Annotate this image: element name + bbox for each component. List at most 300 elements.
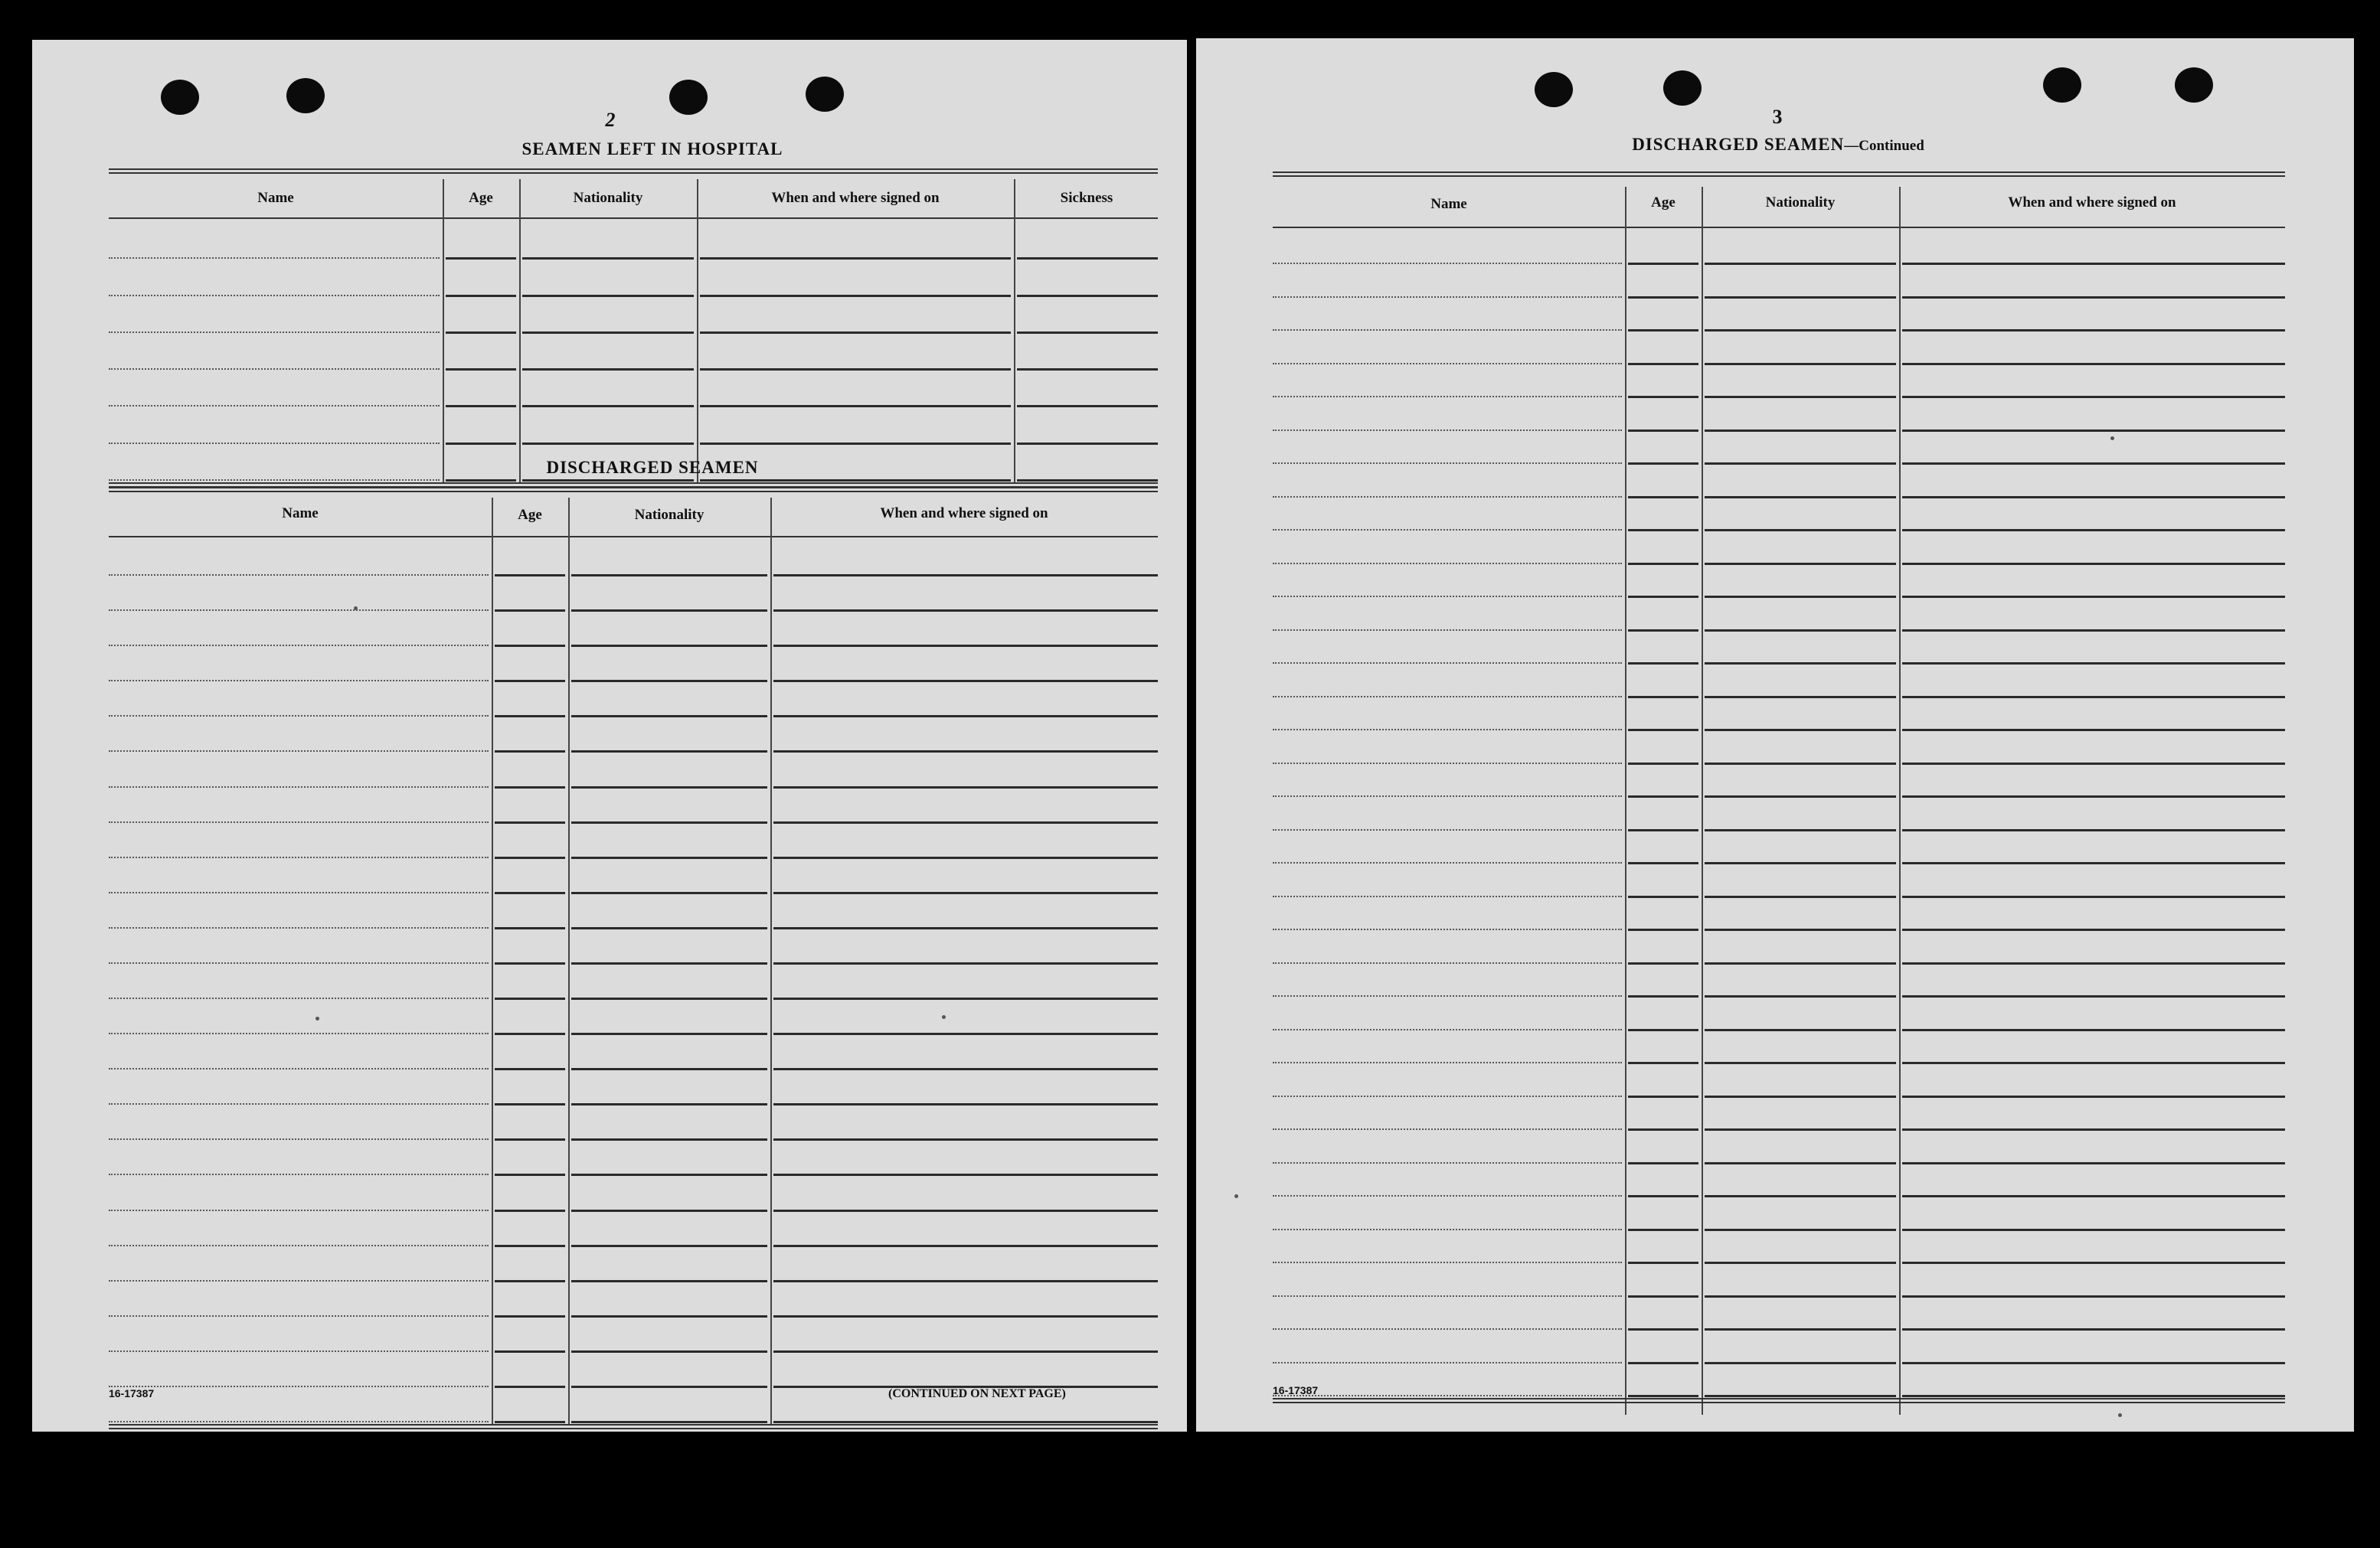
row-rule <box>1902 896 2285 898</box>
row-rule <box>1273 962 1622 964</box>
column-divider <box>770 498 772 1426</box>
row-rule <box>1705 263 1896 265</box>
row-rule <box>1705 1029 1896 1031</box>
row-rule <box>571 1421 767 1423</box>
row-rule <box>109 927 489 929</box>
row-rule <box>495 927 565 929</box>
row-rule <box>1628 462 1698 465</box>
row-rule <box>109 331 440 333</box>
row-rule <box>1705 763 1896 765</box>
row-rule <box>571 998 767 1000</box>
row-rule <box>1628 629 1698 632</box>
row-rule <box>495 1068 565 1070</box>
row-rule <box>495 715 565 717</box>
row-rule <box>700 331 1011 334</box>
row-rule <box>495 1315 565 1318</box>
row-rule <box>1273 995 1622 997</box>
row-rule <box>571 609 767 612</box>
row-rule <box>700 257 1011 260</box>
row-rule <box>109 857 489 858</box>
row-rule <box>1705 962 1896 965</box>
row-rule <box>1705 862 1896 864</box>
row-rule <box>700 479 1011 482</box>
row-rule <box>109 645 489 646</box>
column-header-name: Name <box>282 505 319 521</box>
row-rule <box>495 1386 565 1388</box>
row-rule <box>571 1280 767 1282</box>
row-rule <box>495 892 565 894</box>
row-rule <box>571 1386 767 1388</box>
row-rule <box>1273 763 1622 764</box>
row-rule <box>109 1350 489 1352</box>
row-rule <box>1273 862 1622 864</box>
row-rule <box>571 786 767 789</box>
row-rule <box>495 574 565 576</box>
row-rule <box>1273 1328 1622 1330</box>
punch-hole <box>161 80 199 115</box>
row-rule <box>1902 962 2285 965</box>
row-rule <box>1902 529 2285 531</box>
column-header-name: Name <box>1430 196 1467 212</box>
continued-section-title <box>1426 135 2130 155</box>
row-rule <box>1705 662 1896 665</box>
row-rule <box>109 1315 489 1317</box>
row-rule <box>1902 429 2285 432</box>
row-rule <box>109 405 440 407</box>
row-rule <box>1705 1229 1896 1231</box>
row-rule <box>1705 829 1896 831</box>
row-rule <box>1705 529 1896 531</box>
row-rule <box>1628 263 1698 265</box>
row-rule <box>495 750 565 753</box>
row-rule <box>1273 296 1622 298</box>
row-rule <box>773 750 1158 753</box>
row-rule <box>109 1421 489 1422</box>
row-rule <box>1902 1062 2285 1064</box>
row-rule <box>571 1210 767 1212</box>
row-rule <box>1273 1362 1622 1363</box>
table-bottom-rule <box>1273 1398 2285 1403</box>
row-rule <box>1273 396 1622 397</box>
row-rule <box>1705 296 1896 299</box>
row-rule <box>571 715 767 717</box>
row-rule <box>1902 829 2285 831</box>
punch-hole <box>286 78 325 113</box>
row-rule <box>773 1033 1158 1035</box>
row-rule <box>571 857 767 859</box>
row-rule <box>109 1210 489 1211</box>
row-rule <box>1902 1328 2285 1331</box>
row-rule <box>109 1033 489 1034</box>
row-rule <box>1705 329 1896 331</box>
row-rule <box>109 1103 489 1105</box>
column-divider <box>1625 187 1626 1415</box>
row-rule <box>1902 1195 2285 1197</box>
row-rule <box>522 331 694 334</box>
row-rule <box>571 1315 767 1318</box>
row-rule <box>1705 729 1896 731</box>
row-rule <box>571 1350 767 1353</box>
column-header-nationality: Nationality <box>573 190 643 206</box>
row-rule <box>1628 696 1698 698</box>
row-rule <box>109 574 489 576</box>
row-rule <box>1273 1262 1622 1263</box>
row-rule <box>1902 496 2285 498</box>
row-rule <box>446 368 516 371</box>
title-rule <box>109 168 1158 174</box>
row-rule <box>1628 1395 1698 1397</box>
row-rule <box>1628 862 1698 864</box>
row-rule <box>1628 1128 1698 1131</box>
row-rule <box>495 1421 565 1423</box>
column-header-signed-on: When and where signed on <box>771 190 940 206</box>
row-rule <box>773 1138 1158 1141</box>
row-rule <box>571 892 767 894</box>
row-rule <box>109 1068 489 1070</box>
column-divider <box>519 179 521 484</box>
row-rule <box>495 1103 565 1105</box>
row-rule <box>1902 662 2285 665</box>
paper-speck <box>1234 1194 1238 1198</box>
row-rule <box>495 1138 565 1141</box>
row-rule <box>1628 795 1698 798</box>
row-rule <box>495 1174 565 1176</box>
hospital-section-title: SEAMEN LEFT IN HOSPITAL <box>521 139 783 158</box>
title-main: DISCHARGED SEAMEN <box>1632 135 1845 154</box>
column-header-age: Age <box>469 190 493 206</box>
row-rule <box>109 1245 489 1246</box>
row-rule <box>571 1033 767 1035</box>
row-rule <box>1273 829 1622 831</box>
row-rule <box>109 257 440 259</box>
column-header-age: Age <box>518 507 542 523</box>
row-rule <box>1628 1029 1698 1031</box>
row-rule <box>1902 729 2285 731</box>
column-divider <box>697 179 698 484</box>
row-rule <box>1628 1062 1698 1064</box>
row-rule <box>1902 596 2285 598</box>
row-rule <box>1902 1362 2285 1364</box>
row-rule <box>773 1174 1158 1176</box>
page-number: 3 <box>1772 106 1783 128</box>
row-rule <box>109 368 440 370</box>
row-rule <box>773 927 1158 929</box>
row-rule <box>773 1350 1158 1353</box>
row-rule <box>1902 329 2285 331</box>
right-form-page <box>1196 38 2354 1432</box>
row-rule <box>1273 462 1622 464</box>
row-rule <box>773 786 1158 789</box>
row-rule <box>1902 263 2285 265</box>
row-rule <box>495 821 565 824</box>
row-rule <box>773 962 1158 965</box>
row-rule <box>1902 995 2285 998</box>
row-rule <box>1628 1195 1698 1197</box>
row-rule <box>1705 1062 1896 1064</box>
row-rule <box>1017 479 1158 482</box>
row-rule <box>1705 795 1896 798</box>
row-rule <box>109 750 489 752</box>
row-rule <box>1902 1395 2285 1397</box>
row-rule <box>522 405 694 407</box>
row-rule <box>700 405 1011 407</box>
row-rule <box>522 479 694 482</box>
column-header-nationality: Nationality <box>1765 194 1836 211</box>
paper-speck <box>942 1015 946 1019</box>
row-rule <box>773 1103 1158 1105</box>
row-rule <box>1628 929 1698 931</box>
row-rule <box>1628 962 1698 965</box>
punch-hole <box>2175 67 2213 103</box>
row-rule <box>571 821 767 824</box>
row-rule <box>1273 729 1622 730</box>
paper-speck <box>354 606 358 610</box>
row-rule <box>495 998 565 1000</box>
row-rule <box>700 295 1011 297</box>
column-header-age: Age <box>1651 194 1675 211</box>
row-rule <box>1273 795 1622 797</box>
row-rule <box>1273 496 1622 498</box>
column-divider <box>1899 187 1901 1415</box>
left-form-page <box>32 40 1187 1432</box>
row-rule <box>1705 462 1896 465</box>
row-rule <box>1902 296 2285 299</box>
row-rule <box>109 1280 489 1282</box>
row-rule <box>522 443 694 445</box>
row-rule <box>571 1103 767 1105</box>
row-rule <box>1902 1295 2285 1298</box>
row-rule <box>1628 529 1698 531</box>
row-rule <box>1628 396 1698 398</box>
row-rule <box>1628 1229 1698 1231</box>
row-rule <box>1902 1162 2285 1164</box>
row-rule <box>522 368 694 371</box>
row-rule <box>1705 629 1896 632</box>
row-rule <box>1902 795 2285 798</box>
column-header-signed-on: When and where signed on <box>2008 194 2176 211</box>
row-rule <box>1705 896 1896 898</box>
row-rule <box>1628 662 1698 665</box>
row-rule <box>700 443 1011 445</box>
row-rule <box>1705 1362 1896 1364</box>
row-rule <box>109 609 489 611</box>
row-rule <box>446 295 516 297</box>
row-rule <box>1902 363 2285 365</box>
row-rule <box>1273 1128 1622 1130</box>
row-rule <box>1273 662 1622 664</box>
row-rule <box>1273 1062 1622 1063</box>
paper-speck <box>2118 1413 2122 1417</box>
row-rule <box>1902 1229 2285 1231</box>
row-rule <box>1705 596 1896 598</box>
column-header-nationality: Nationality <box>634 507 705 523</box>
title-rule <box>1273 171 2285 177</box>
row-rule <box>1902 929 2285 931</box>
row-rule <box>571 927 767 929</box>
discharged-section-title: DISCHARGED SEAMEN <box>546 458 759 477</box>
column-header-sickness: Sickness <box>1060 190 1113 206</box>
row-rule <box>1628 1362 1698 1364</box>
row-rule <box>109 715 489 717</box>
paper-speck <box>2110 436 2114 440</box>
punch-hole <box>1535 72 1573 107</box>
column-header-signed-on: When and where signed on <box>880 505 1048 521</box>
row-rule <box>109 295 440 296</box>
row-rule <box>773 1245 1158 1247</box>
row-rule <box>1628 896 1698 898</box>
row-rule <box>773 1210 1158 1212</box>
row-rule <box>1273 1395 1622 1396</box>
row-rule <box>1705 929 1896 931</box>
row-rule <box>495 1245 565 1247</box>
row-rule <box>109 786 489 788</box>
row-rule <box>109 1138 489 1140</box>
row-rule <box>571 1245 767 1247</box>
row-rule <box>1273 1162 1622 1164</box>
row-rule <box>522 257 694 260</box>
row-rule <box>1017 331 1158 334</box>
form-number: 16-17387 <box>1273 1384 1319 1396</box>
title-suffix: —Continued <box>1844 138 1924 154</box>
row-rule <box>1273 596 1622 597</box>
column-divider <box>492 498 493 1426</box>
row-rule <box>495 857 565 859</box>
row-rule <box>1705 995 1896 998</box>
row-rule <box>773 1421 1158 1423</box>
row-rule <box>1902 462 2285 465</box>
row-rule <box>773 1315 1158 1318</box>
paper-speck <box>315 1017 319 1021</box>
row-rule <box>109 1174 489 1175</box>
row-rule <box>773 892 1158 894</box>
header-rule <box>1273 227 2285 228</box>
table-bottom-rule <box>109 1424 1158 1429</box>
row-rule <box>1902 1262 2285 1264</box>
row-rule <box>446 443 516 445</box>
row-rule <box>1273 429 1622 431</box>
row-rule <box>1705 1096 1896 1098</box>
row-rule <box>1628 363 1698 365</box>
row-rule <box>773 857 1158 859</box>
punch-hole <box>1663 70 1702 106</box>
column-divider <box>568 498 570 1426</box>
row-rule <box>1705 696 1896 698</box>
row-rule <box>1705 1262 1896 1264</box>
row-rule <box>1705 1395 1896 1397</box>
row-rule <box>109 479 440 481</box>
row-rule <box>1628 563 1698 565</box>
punch-hole <box>806 77 844 112</box>
punch-hole <box>669 80 708 115</box>
row-rule <box>446 405 516 407</box>
column-header-name: Name <box>257 190 294 206</box>
row-rule <box>571 680 767 682</box>
row-rule <box>1273 1295 1622 1297</box>
row-rule <box>1628 729 1698 731</box>
row-rule <box>495 1033 565 1035</box>
title-rule <box>109 487 1158 492</box>
row-rule <box>1628 829 1698 831</box>
row-rule <box>109 443 440 444</box>
row-rule <box>1902 629 2285 632</box>
row-rule <box>1628 1328 1698 1331</box>
row-rule <box>1273 329 1622 331</box>
row-rule <box>1705 396 1896 398</box>
row-rule <box>1628 296 1698 299</box>
row-rule <box>1902 396 2285 398</box>
row-rule <box>773 1280 1158 1282</box>
row-rule <box>1902 1096 2285 1098</box>
row-rule <box>109 680 489 681</box>
row-rule <box>109 892 489 893</box>
row-rule <box>1273 529 1622 531</box>
row-rule <box>1902 563 2285 565</box>
row-rule <box>773 715 1158 717</box>
row-rule <box>1628 1162 1698 1164</box>
row-rule <box>1017 257 1158 260</box>
row-rule <box>495 1210 565 1212</box>
row-rule <box>446 479 516 482</box>
row-rule <box>571 574 767 576</box>
row-rule <box>1628 596 1698 598</box>
row-rule <box>495 1280 565 1282</box>
row-rule <box>495 786 565 789</box>
row-rule <box>1628 1096 1698 1098</box>
row-rule <box>773 998 1158 1000</box>
row-rule <box>109 962 489 964</box>
row-rule <box>773 574 1158 576</box>
row-rule <box>1017 443 1158 445</box>
row-rule <box>773 609 1158 612</box>
row-rule <box>1628 329 1698 331</box>
row-rule <box>700 368 1011 371</box>
row-rule <box>1705 563 1896 565</box>
row-rule <box>1705 1328 1896 1331</box>
row-rule <box>773 821 1158 824</box>
row-rule <box>1902 1128 2285 1131</box>
row-rule <box>1273 929 1622 930</box>
row-rule <box>571 750 767 753</box>
row-rule <box>1273 696 1622 697</box>
page-number: 2 <box>605 109 616 131</box>
row-rule <box>1273 363 1622 364</box>
row-rule <box>1902 696 2285 698</box>
row-rule <box>495 680 565 682</box>
row-rule <box>1705 1195 1896 1197</box>
column-divider <box>1014 179 1015 484</box>
row-rule <box>1017 368 1158 371</box>
row-rule <box>1273 1229 1622 1230</box>
row-rule <box>1273 1096 1622 1097</box>
row-rule <box>1902 763 2285 765</box>
row-rule <box>571 1138 767 1141</box>
row-rule <box>773 1068 1158 1070</box>
row-rule <box>446 257 516 260</box>
row-rule <box>1705 1162 1896 1164</box>
row-rule <box>1628 763 1698 765</box>
row-rule <box>1628 429 1698 432</box>
row-rule <box>1017 405 1158 407</box>
row-rule <box>1902 1029 2285 1031</box>
continued-note: (CONTINUED ON NEXT PAGE) <box>888 1387 1066 1400</box>
row-rule <box>1628 496 1698 498</box>
row-rule <box>109 1386 489 1387</box>
row-rule <box>495 609 565 612</box>
punch-hole <box>2043 67 2081 103</box>
row-rule <box>1902 862 2285 864</box>
row-rule <box>571 1068 767 1070</box>
row-rule <box>1273 896 1622 897</box>
